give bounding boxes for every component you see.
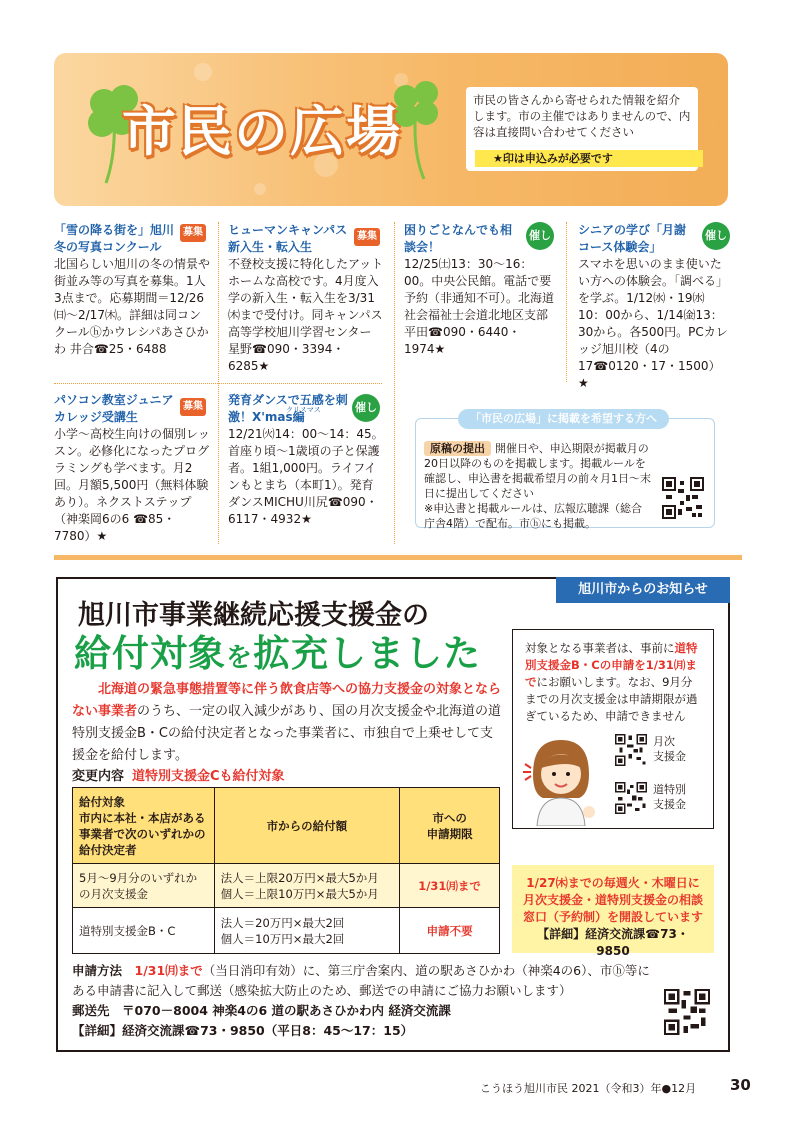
item-body: スマホを思いのまま使いたい方への体験会。「調べる」を学ぶ。1/12㈬・19㈬10：00から、1/14㈮13：30から。各500円。PCカレッジ旭川校（4の17☎0120・17・1500）★ (578, 257, 729, 390)
table-cell: 法人＝上限20万円×最大5か月 個人＝上限10万円×最大5か月 (214, 864, 400, 908)
apply-deadline: 1/31㈪まで (134, 963, 203, 978)
lead-highlight: 北海道の緊急事態措置等に伴う飲食店等への協力支援金の対象とならない事業者 (72, 682, 502, 719)
list-item (578, 222, 730, 392)
headline-part: を (226, 643, 254, 673)
banner-note-text: 市民の皆さんから寄せられた情報を紹介します。市の主催ではありませんので、内容は直接問い合わせてください (473, 93, 691, 139)
application-info (72, 961, 712, 1041)
section-band (54, 555, 742, 560)
submission-label: 原稿の提出 (424, 441, 491, 456)
table-row (73, 908, 500, 954)
consultation-detail: 【詳細】経済交流課☎73・9850 (537, 927, 689, 958)
status-badge: 募集 (180, 398, 206, 416)
bokeh-dot (194, 63, 212, 81)
apply-text: （当日消印有効）に、第三庁舎案内、道の駅あさひかわ（神楽4の6）、市ⓗ等にある申請書に記入して郵送（感染拡大防止のため、郵送での申請にご協力お願いします） (72, 963, 650, 998)
status-badge: 募集 (354, 228, 380, 246)
item-title: 発育ダンスで五感を刺激！X'mas編 (228, 393, 348, 424)
payment-table (72, 787, 500, 954)
table-cell: 道特別支援金B・C (73, 908, 215, 954)
bokeh-dot (254, 183, 266, 195)
note-text: にお願いします。なお、9月分までの月次支援金は申請期限が過ぎているため、申請できません (525, 675, 698, 723)
city-notice (56, 577, 730, 1052)
qr-label: 道特別 支援金 (653, 783, 686, 811)
page-title: 市民の広場 (122, 100, 402, 163)
status-badge: 催し (352, 394, 380, 422)
page-footer: こうほう旭川市民 2021（令和3）年●12月 (480, 1082, 697, 1095)
qr-label: 月次 支援金 (653, 735, 686, 763)
list-item (54, 392, 210, 545)
headline-part: 拡充しました (253, 632, 482, 675)
table-header: 市への 申請期限 (400, 788, 500, 864)
status-badge: 募集 (180, 224, 206, 242)
column-divider (566, 222, 567, 382)
item-body: 不登校支援に特化したアットホームな高校です。4月度入学の新入生・転入生を3/31㈭まで受付け。同キャンパス高等学校旭川学習センター 星野☎090・3394・6285★ (228, 257, 384, 373)
change-label: 変更内容 (72, 769, 125, 784)
submission-info-box (415, 412, 715, 530)
woman-illustration-icon (519, 734, 603, 826)
item-title: ヒューマンキャンパス新入生・転入生 (228, 223, 348, 254)
item-title: 困りごとなんでも相談会！ (404, 223, 513, 254)
mail-label: 郵送先 (72, 1003, 110, 1018)
table-header: 給付対象 市内に本社・本店がある事業者で次のいずれかの給付決定者 (73, 788, 215, 864)
item-body: 12/25㈯13：30～16：00。中央公民館。電話で要予約（非通知不可）。北海道社会福祉士会道北地区支部 平田☎090・6440・1974★ (404, 257, 555, 356)
column-divider (394, 222, 395, 544)
eligibility-note (512, 629, 714, 829)
item-title: パソコン教室ジュニアカレッジ受講生 (54, 393, 174, 424)
mark-note: ★印は申込みが必要です (475, 150, 703, 167)
submission-text: 開催日や、申込期限が掲載月の20日以降のものを掲載します。掲載ルールを確認し、申込書を掲載希望月の前々月1日～末日に提出してください (424, 442, 651, 500)
row-divider (54, 383, 382, 384)
list-item (54, 222, 210, 358)
banner-note (466, 87, 698, 171)
notice-headline: 旭川市事業継続応援支援金の (78, 600, 429, 631)
qr-code-icon[interactable] (664, 989, 710, 1035)
notice-tag: 旭川市からのお知らせ (556, 577, 730, 603)
item-body: 北国らしい旭川の冬の情景や街並み等の写真を募集。1人3点まで。応募期間＝12/26㈰～2/17㈭。詳細は同コンクールⓗかウレシパあさひかわ 井合☎25・6488 (54, 257, 211, 356)
qr-code-icon[interactable] (662, 477, 704, 519)
apply-label: 申請方法 (72, 963, 123, 978)
consultation-text: 1/27㈭までの毎週火・木曜日に月次支援金・道特別支援金の相談窓口（予約制）を開設しています (522, 876, 703, 924)
consultation-box (512, 865, 714, 958)
note-text: 対象となる事業者は、事前に (525, 641, 675, 655)
page-number: 30 (730, 1076, 751, 1094)
lead-paragraph (72, 679, 502, 767)
table-cell: 1/31㈪まで (400, 864, 500, 908)
status-badge: 催し (526, 222, 554, 250)
notice-subheadline (74, 623, 481, 677)
qr-code-icon[interactable] (615, 782, 647, 814)
table-header: 市からの給付額 (214, 788, 400, 864)
table-cell: 5月～9月分のいずれかの月次支援金 (73, 864, 215, 908)
item-body: 小学～高校生向けの個別レッスン。必修化になったプログラミングも学べます。月2回。月額5,500円（無料体験あり）。ネクストステップ（神楽岡6の6 ☎85・7780）★ (54, 427, 210, 543)
status-badge: 催し (702, 222, 730, 250)
item-body: 12/21㈫14：00～14：45。首座り頃～1歳頃の子と保護者。1組1,000円。ライフインもとまち（本町1）。発育ダンスMICHU川尻☎090・6117・4932★ (228, 427, 384, 526)
list-item (404, 222, 556, 358)
table-row (73, 864, 500, 908)
submission-heading: 「市民の広場」に掲載を希望する方へ (458, 409, 669, 429)
item-title: 「雪の降る街を」旭川冬の写真コンクール (54, 223, 175, 254)
header-banner (54, 53, 728, 206)
mail-address: 〒070－8004 神楽4の6 道の駅あさひかわ内 経済交流課 (122, 1003, 451, 1018)
list-item (228, 222, 384, 375)
change-value: 道特別支援金Cも給付対象 (132, 769, 285, 784)
lead-text: のうち、一定の収入減少があり、国の月次支援金や北海道の道特別支援金B・Cの給付決定者となった事業者に、市独自で上乗せして支援金を給付します。 (72, 704, 502, 763)
note-highlight: 道特別支援金B・Cの申請を1/31㈪まで (525, 641, 698, 689)
change-summary (72, 765, 285, 784)
qr-code-icon[interactable] (615, 734, 647, 766)
ruby-text: クリスマス (286, 406, 321, 414)
headline-part: 給付対象 (74, 632, 226, 675)
submission-note: ※申込書と掲載ルールは、広報広聴課（総合庁舎4階）で配布。市ⓗにも掲載。 (424, 502, 642, 530)
item-title: シニアの学び「月謝コース体験会」 (578, 223, 687, 254)
table-cell: 法人＝20万円×最大2回 個人＝10万円×最大2回 (214, 908, 400, 954)
table-cell: 申請不要 (400, 908, 500, 954)
contact-detail: 【詳細】経済交流課☎73・9850（平日8：45～17：15） (72, 1023, 414, 1038)
list-item (228, 392, 384, 528)
